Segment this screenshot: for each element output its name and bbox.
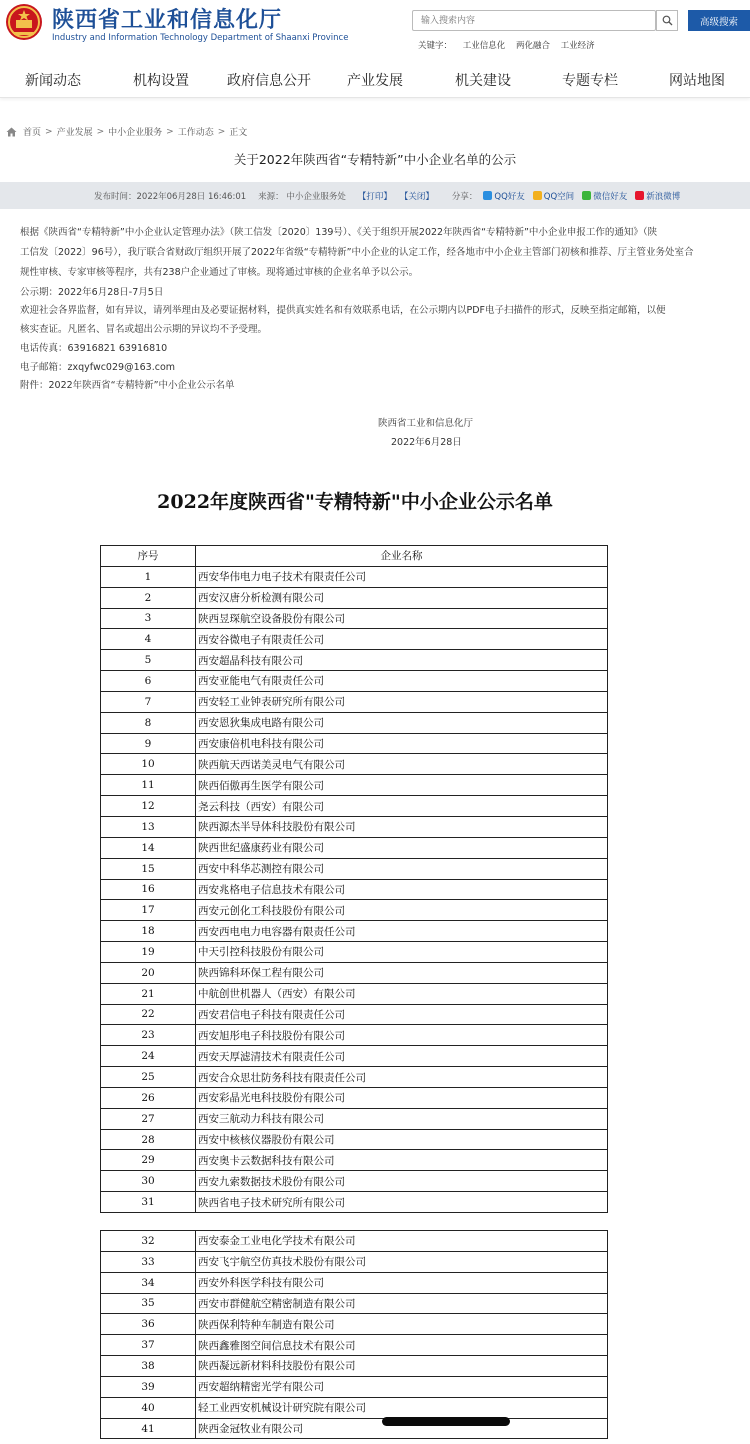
company-name: 西安九索数据技术股份有限公司 — [196, 1171, 608, 1192]
row-number: 6 — [101, 671, 196, 692]
row-number: 37 — [101, 1335, 196, 1356]
company-name: 西安三航动力科技有限公司 — [196, 1108, 608, 1129]
qq-icon — [483, 191, 492, 200]
company-name: 西安汉唐分析检测有限公司 — [196, 587, 608, 608]
table-row — [101, 1067, 608, 1088]
company-name: 西安泰金工业电化学技术有限公司 — [196, 1231, 608, 1252]
contact-email[interactable]: 电子邮箱：zxqyfwc029@163.com — [20, 362, 176, 373]
signature-date: 2022年6月28日 — [391, 437, 462, 448]
keywords-label: 关键字： — [418, 41, 453, 51]
row-number: 15 — [101, 858, 196, 879]
table-row — [101, 629, 608, 650]
row-number: 38 — [101, 1356, 196, 1377]
company-table-page1 — [100, 545, 608, 1213]
company-name: 西安亚能电气有限责任公司 — [196, 671, 608, 692]
table-row — [101, 1356, 608, 1377]
table-row — [101, 1251, 608, 1272]
company-name: 西安奥卡云数据科技有限公司 — [196, 1150, 608, 1171]
row-number: 35 — [101, 1293, 196, 1314]
company-name: 西安合众思壮防务科技有限责任公司 — [196, 1067, 608, 1088]
keyword-link[interactable]: 工业经济 — [560, 41, 595, 51]
keywords — [418, 39, 603, 51]
table-row — [101, 1192, 608, 1213]
nav-item-sitemap[interactable]: 网站地图 — [669, 73, 725, 89]
row-number: 41 — [101, 1418, 196, 1439]
table-header-row — [101, 546, 608, 567]
publish-time: 发布时间：2022年06月28日 16:46:01 — [94, 191, 247, 202]
row-number: 33 — [101, 1251, 196, 1272]
row-number: 20 — [101, 962, 196, 983]
body-paragraph-line: 工信发〔2022〕96号），我厅联合省财政厅组织开展了2022年省级“专精特新”中小企业的认定工作，经各地市中小企业主管部门初核和推荐、厅主管业务处室合 — [20, 247, 694, 258]
company-name: 西安飞宇航空仿真技术股份有限公司 — [196, 1251, 608, 1272]
table-row — [101, 1004, 608, 1025]
share-qq-friend[interactable]: QQ好友 — [483, 190, 524, 202]
article-title: 关于2022年陕西省“专精特新”中小企业名单的公示 — [233, 152, 517, 167]
table-row — [101, 858, 608, 879]
company-name: 陕西金冠牧业有限公司 — [196, 1418, 608, 1439]
breadcrumb-sme-service[interactable]: 中小企业服务 — [108, 128, 163, 138]
company-name: 陕西源杰半导体科技股份有限公司 — [196, 816, 608, 837]
row-number: 23 — [101, 1025, 196, 1046]
table-row — [101, 900, 608, 921]
col-header-name: 企业名称 — [196, 546, 608, 567]
table-row — [101, 1418, 608, 1439]
body-paragraph-line: 根据《陕西省“专精特新”中小企业认定管理办法》（陕工信发〔2020〕139号）、《关于组织开展2022年陕西省“专精特新”中小企业申报工作的通知》（陕 — [20, 227, 658, 238]
table-row — [101, 942, 608, 963]
table-row — [101, 1293, 608, 1314]
site-header — [0, 0, 750, 56]
nav-item-organization[interactable]: 机构设置 — [133, 73, 189, 89]
site-subtitle: Industry and Information Technology Department of Shaanxi Province — [52, 33, 349, 43]
row-number: 29 — [101, 1150, 196, 1171]
company-name: 陕西昱琛航空设备股份有限公司 — [196, 608, 608, 629]
col-header-no: 序号 — [101, 546, 196, 567]
row-number: 9 — [101, 733, 196, 754]
row-number: 10 — [101, 754, 196, 775]
company-name: 陕西世纪盛康药业有限公司 — [196, 837, 608, 858]
company-name: 陕西航天西诺美灵电气有限公司 — [196, 754, 608, 775]
company-name: 西安超晶科技有限公司 — [196, 650, 608, 671]
company-name: 西安超纳精密光学有限公司 — [196, 1376, 608, 1397]
company-name: 陕西锦科环保工程有限公司 — [196, 962, 608, 983]
company-name: 陕西佰傲再生医学有限公司 — [196, 775, 608, 796]
share-qzone[interactable]: QQ空间 — [533, 190, 574, 202]
nav-item-industry[interactable]: 产业发展 — [347, 73, 403, 89]
breadcrumb-current: 正文 — [229, 128, 248, 138]
row-number: 1 — [101, 566, 196, 587]
publicity-period: 公示期：2022年6月28日-7月5日 — [20, 287, 164, 298]
row-number: 30 — [101, 1171, 196, 1192]
share-label: 分享： — [451, 191, 478, 202]
nav-item-special-topics[interactable]: 专题专栏 — [562, 73, 618, 89]
contact-phone: 电话传真：63916821 63916810 — [20, 343, 168, 354]
table-row — [101, 754, 608, 775]
row-number: 13 — [101, 816, 196, 837]
row-number: 28 — [101, 1129, 196, 1150]
article-meta-bar — [0, 182, 750, 209]
table-row — [101, 1087, 608, 1108]
table-row — [101, 566, 608, 587]
company-name: 尧云科技（西安）有限公司 — [196, 796, 608, 817]
table-row — [101, 691, 608, 712]
table-row — [101, 733, 608, 754]
row-number: 11 — [101, 775, 196, 796]
table-row — [101, 1272, 608, 1293]
company-name: 西安轻工业钟表研究所有限公司 — [196, 691, 608, 712]
table-row — [101, 1046, 608, 1067]
company-table-page2 — [100, 1230, 608, 1439]
row-number: 5 — [101, 650, 196, 671]
row-number: 25 — [101, 1067, 196, 1088]
row-number: 32 — [101, 1231, 196, 1252]
table-row — [101, 712, 608, 733]
table-row — [101, 1108, 608, 1129]
row-number: 24 — [101, 1046, 196, 1067]
row-number: 40 — [101, 1397, 196, 1418]
company-name: 西安恩狄集成电路有限公司 — [196, 712, 608, 733]
company-name: 西安旭彤电子科技股份有限公司 — [196, 1025, 608, 1046]
row-number: 17 — [101, 900, 196, 921]
table-row — [101, 879, 608, 900]
breadcrumb-home[interactable]: 首页 — [23, 128, 42, 138]
company-name: 轻工业西安机械设计研究院有限公司 — [196, 1397, 608, 1418]
row-number: 22 — [101, 1004, 196, 1025]
company-name: 陕西省电子技术研究所有限公司 — [196, 1192, 608, 1213]
home-icon — [6, 127, 17, 137]
row-number: 39 — [101, 1376, 196, 1397]
row-number: 26 — [101, 1087, 196, 1108]
table-row — [101, 796, 608, 817]
table-row — [101, 587, 608, 608]
table-row — [101, 1171, 608, 1192]
company-name: 中航创世机器人（西安）有限公司 — [196, 983, 608, 1004]
table-row — [101, 816, 608, 837]
breadcrumb-industry[interactable]: 产业发展 — [56, 128, 93, 138]
company-name: 西安兆格电子信息技术有限公司 — [196, 879, 608, 900]
company-name: 西安元创化工科技股份有限公司 — [196, 900, 608, 921]
table-row — [101, 1397, 608, 1418]
body-paragraph-line: 规性审核、专家审核等程序，共有238户企业通过了审核。现将通过审核的企业名单予以公示。 — [20, 267, 419, 278]
row-number: 31 — [101, 1192, 196, 1213]
table-row — [101, 1231, 608, 1252]
article-source: 来源： 中小企业服务处 — [258, 191, 346, 202]
table-row — [101, 1376, 608, 1397]
advanced-search-button[interactable]: 高级搜索 — [688, 10, 750, 31]
main-nav — [0, 60, 750, 98]
company-name: 西安天厚滤清技术有限责任公司 — [196, 1046, 608, 1067]
row-number: 16 — [101, 879, 196, 900]
row-number: 3 — [101, 608, 196, 629]
company-name: 西安西电电力电容器有限责任公司 — [196, 921, 608, 942]
row-number: 18 — [101, 921, 196, 942]
table-row — [101, 1150, 608, 1171]
keyword-link[interactable]: 两化融合 — [515, 41, 550, 51]
search-icon — [662, 15, 673, 26]
company-name: 中天引控科技股份有限公司 — [196, 942, 608, 963]
national-emblem-icon — [4, 2, 44, 42]
row-number: 27 — [101, 1108, 196, 1129]
row-number: 4 — [101, 629, 196, 650]
nav-item-gov-info[interactable]: 政府信息公开 — [227, 73, 311, 89]
company-name: 西安市群健航空精密制造有限公司 — [196, 1293, 608, 1314]
breadcrumb-work-news[interactable]: 工作动态 — [177, 128, 214, 138]
company-name: 陕西鑫雅图空间信息技术有限公司 — [196, 1335, 608, 1356]
row-number: 12 — [101, 796, 196, 817]
table-row — [101, 1314, 608, 1335]
row-number: 2 — [101, 587, 196, 608]
body-paragraph-line: 欢迎社会各界监督，如有异议，请列举理由及必要证据材料，提供真实姓名和有效联系电话，在公示期内以PDF电子扫描件的形式，反映至指定邮箱，以便 — [20, 305, 666, 316]
table-row — [101, 608, 608, 629]
site-title[interactable]: 陕西省工业和信息化厅 — [52, 8, 283, 33]
share-wechat[interactable]: 微信好友 — [582, 190, 627, 202]
row-number: 34 — [101, 1272, 196, 1293]
company-name: 陕西凝远新材料科技股份有限公司 — [196, 1356, 608, 1377]
table-row — [101, 650, 608, 671]
body-paragraph-line: 核实查证。凡匿名、冒名或超出公示期的异议均不予受理。 — [20, 324, 268, 335]
weibo-icon — [635, 191, 644, 200]
row-number: 36 — [101, 1314, 196, 1335]
table-row — [101, 962, 608, 983]
row-number: 8 — [101, 712, 196, 733]
table-row — [101, 1129, 608, 1150]
search-input[interactable] — [412, 10, 656, 31]
search-button[interactable] — [656, 10, 678, 31]
share-weibo[interactable]: 新浪微博 — [635, 190, 680, 202]
table-row — [101, 671, 608, 692]
close-button[interactable]: 【关闭】 — [399, 191, 434, 202]
nav-item-party-building[interactable]: 机关建设 — [455, 73, 511, 89]
nav-item-news[interactable]: 新闻动态 — [25, 73, 81, 89]
row-number: 14 — [101, 837, 196, 858]
company-name: 西安中核核仪器股份有限公司 — [196, 1129, 608, 1150]
company-name: 西安康倍机电科技有限公司 — [196, 733, 608, 754]
company-name: 西安谷微电子有限责任公司 — [196, 629, 608, 650]
table-row — [101, 1025, 608, 1046]
document-heading: 2022年度陕西省"专精特新"中小企业公示名单 — [157, 491, 553, 513]
attachment-link[interactable]: 附件：2022年陕西省“专精特新”中小企业公示名单 — [20, 380, 235, 391]
table-row — [101, 983, 608, 1004]
table-row — [101, 837, 608, 858]
qzone-icon — [533, 191, 542, 200]
wechat-icon — [582, 191, 591, 200]
table-row — [101, 921, 608, 942]
table-row — [101, 1335, 608, 1356]
breadcrumb: 首页 > 产业发展 > 中小企业服务 > 工作动态 > 正文 — [6, 125, 247, 138]
signature-org: 陕西省工业和信息化厅 — [378, 418, 474, 429]
keyword-link[interactable]: 工业信息化 — [462, 41, 506, 51]
company-name: 西安华伟电力电子技术有限责任公司 — [196, 566, 608, 587]
row-number: 7 — [101, 691, 196, 712]
table-row — [101, 775, 608, 796]
redaction-bar — [382, 1417, 510, 1426]
company-name: 西安彩晶光电科技股份有限公司 — [196, 1087, 608, 1108]
row-number: 19 — [101, 942, 196, 963]
company-name: 西安中科华芯测控有限公司 — [196, 858, 608, 879]
company-name: 西安外科医学科技有限公司 — [196, 1272, 608, 1293]
company-name: 西安君信电子科技有限责任公司 — [196, 1004, 608, 1025]
print-button[interactable]: 【打印】 — [357, 191, 392, 202]
company-name: 陕西保利特种车制造有限公司 — [196, 1314, 608, 1335]
row-number: 21 — [101, 983, 196, 1004]
